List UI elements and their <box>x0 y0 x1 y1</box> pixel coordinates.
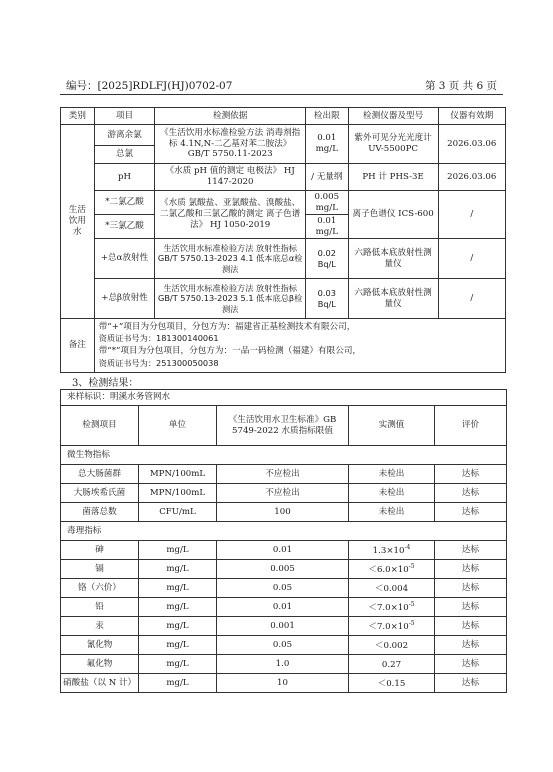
value-exponent: -4 <box>404 543 411 551</box>
measured-value-cell <box>349 674 435 693</box>
limit-cell: 0.005 mg/L <box>305 191 348 215</box>
evaluation-cell: 达标 <box>435 655 507 674</box>
limit-cell: 不应检出 <box>217 465 349 484</box>
value-base: 0.27 <box>381 659 402 670</box>
remark-line: 资质证书号为：181300140061 <box>98 333 219 344</box>
table-row <box>61 579 507 598</box>
validity-cell: / <box>438 239 505 279</box>
measured-value-cell: 未检出 <box>349 503 435 522</box>
measured-value-cell <box>349 598 435 617</box>
table-row <box>61 125 506 146</box>
value-base: ＜0.002 <box>374 640 409 651</box>
instrument-cell: 六路低本底放射性测量仪 <box>348 239 438 279</box>
section-title: 3、检测结果： <box>72 378 139 389</box>
basis-cell: 生活饮用水标准检验方法 放射性指标 GB/T 5750.13-2023 5.1 低本底总β检测法 <box>155 279 306 319</box>
validity-cell: 2026.03.06 <box>438 164 505 191</box>
limit-cell: 不应检出 <box>217 484 349 503</box>
limit-cell: 100 <box>217 503 349 522</box>
col-measured-value: 实测值 <box>349 406 435 446</box>
unit-cell: mg/L <box>139 541 217 560</box>
remark-line: 资质证书号为：251300050038 <box>98 357 219 368</box>
item-cell: 游离余氯 <box>94 125 155 146</box>
measured-value-cell <box>349 579 435 598</box>
col-instrument: 检测仪器及型号 <box>348 108 438 125</box>
limit-cell: 0.05 <box>217 579 349 598</box>
col-evaluation: 评价 <box>435 406 507 446</box>
value-exponent: -5 <box>408 619 415 627</box>
limit-cell: / 无量纲 <box>305 164 348 191</box>
item-cell: +总β放射性 <box>94 279 155 319</box>
limit-cell: 0.02 Bq/L <box>305 239 348 279</box>
table-row <box>61 617 507 636</box>
item-cell: +总α放射性 <box>94 239 155 279</box>
results-table <box>60 389 507 693</box>
table-row <box>61 191 506 215</box>
table-row <box>61 164 506 191</box>
basis-cell: 《水质 pH 值的测定 电极法》 HJ 1147-2020 <box>155 164 306 191</box>
measured-value-cell: 未检出 <box>349 484 435 503</box>
instrument-cell: 紫外可见分光光度计 UV-5500PC <box>348 125 438 164</box>
evaluation-cell: 达标 <box>435 636 507 655</box>
evaluation-cell: 达标 <box>435 484 507 503</box>
measured-value-cell <box>349 560 435 579</box>
table-row <box>61 239 506 279</box>
validity-cell: / <box>438 191 505 239</box>
unit-cell: mg/L <box>139 636 217 655</box>
test-item-cell: 镉 <box>61 560 139 579</box>
test-item-cell: 砷 <box>61 541 139 560</box>
table-row <box>61 484 507 503</box>
value-exponent: -5 <box>408 562 415 570</box>
limit-cell: 0.01 mg/L <box>305 215 348 239</box>
unit-cell: MPN/100mL <box>139 465 217 484</box>
test-item-cell: 氟化物 <box>61 655 139 674</box>
item-cell: *三氯乙酸 <box>94 215 155 239</box>
test-item-cell: 氰化物 <box>61 636 139 655</box>
instrument-cell: 离子色谱仪 ICS-600 <box>348 191 438 239</box>
unit-cell: mg/L <box>139 674 217 693</box>
document-number: 编号：[2025]RDLFJ(HJ)0702-07 <box>66 80 233 92</box>
col-standard-limit: 《生活饮用水卫生标准》GB 5749-2022 水质指标限值 <box>217 406 349 446</box>
value-base: ＜7.0×10 <box>368 602 409 613</box>
validity-cell: 2026.03.06 <box>438 125 505 164</box>
remarks-label: 备注 <box>61 319 95 373</box>
unit-cell: mg/L <box>139 598 217 617</box>
category-cell: 生活饮用水 <box>61 125 95 319</box>
limit-cell: 0.01 mg/L <box>305 125 348 164</box>
evaluation-cell: 达标 <box>435 465 507 484</box>
evaluation-cell: 达标 <box>435 598 507 617</box>
table-row <box>61 560 507 579</box>
validity-cell: / <box>438 279 505 319</box>
page-header <box>60 76 503 95</box>
unit-cell: mg/L <box>139 617 217 636</box>
evaluation-cell: 达标 <box>435 674 507 693</box>
unit-cell: CFU/mL <box>139 503 217 522</box>
col-item: 项目 <box>94 108 155 125</box>
col-limit: 检出限 <box>305 108 348 125</box>
value-base: ＜7.0×10 <box>368 621 409 632</box>
evaluation-cell: 达标 <box>435 617 507 636</box>
item-cell: 总氯 <box>94 146 155 164</box>
unit-cell: mg/L <box>139 655 217 674</box>
remarks-text <box>94 319 505 373</box>
evaluation-cell: 达标 <box>435 560 507 579</box>
limit-cell: 10 <box>217 674 349 693</box>
evaluation-cell: 达标 <box>435 541 507 560</box>
evaluation-cell: 达标 <box>435 503 507 522</box>
test-item-cell: 硝酸盐（以 N 计） <box>61 674 139 693</box>
measured-value-cell <box>349 617 435 636</box>
remarks-row <box>61 319 506 373</box>
limit-cell: 1.0 <box>217 655 349 674</box>
measured-value-cell <box>349 541 435 560</box>
test-item-cell: 汞 <box>61 617 139 636</box>
measured-value-cell <box>349 655 435 674</box>
value-base: 1.3×10 <box>372 545 405 556</box>
instrument-cell: PH 计 PHS-3E <box>348 164 438 191</box>
methods-header-row <box>61 108 506 125</box>
col-category: 类别 <box>61 108 95 125</box>
test-item-cell: 大肠埃希氏菌 <box>61 484 139 503</box>
value-base: ＜6.0×10 <box>368 564 409 575</box>
col-unit: 单位 <box>139 406 217 446</box>
unit-cell: mg/L <box>139 560 217 579</box>
item-cell: pH <box>94 164 155 191</box>
page-number: 第 3 页 共 6 页 <box>424 80 497 92</box>
basis-cell: 《生活饮用水标准检验方法 消毒剂指标 4.1N,N-二乙基对苯二胺法》 GB/T 5750.11-2023 <box>155 125 306 164</box>
limit-cell: 0.01 <box>217 541 349 560</box>
measured-value-cell <box>349 636 435 655</box>
evaluation-cell: 达标 <box>435 579 507 598</box>
unit-cell: MPN/100mL <box>139 484 217 503</box>
test-item-cell: 菌落总数 <box>61 503 139 522</box>
col-basis: 检测依据 <box>155 108 306 125</box>
table-row <box>61 655 507 674</box>
basis-cell: 生活饮用水标准检验方法 放射性指标 GB/T 5750.13-2023 4.1 低本底总α检测法 <box>155 239 306 279</box>
group-toxicology: 毒理指标 <box>61 522 507 541</box>
value-base: ＜0.004 <box>374 583 409 594</box>
col-validity: 仪器有效期 <box>438 108 505 125</box>
sample-label: 来样标识：明溪水务管网水 <box>61 390 507 406</box>
group-microbiology: 微生物指标 <box>61 446 507 465</box>
limit-cell: 0.001 <box>217 617 349 636</box>
instrument-cell: 六路低本底放射性测量仪 <box>348 279 438 319</box>
table-row <box>61 279 506 319</box>
methods-table <box>60 107 506 373</box>
table-row <box>61 465 507 484</box>
value-exponent: -5 <box>408 600 415 608</box>
table-row <box>61 503 507 522</box>
limit-cell: 0.03 Bq/L <box>305 279 348 319</box>
item-cell: *二氯乙酸 <box>94 191 155 215</box>
limit-cell: 0.05 <box>217 636 349 655</box>
measured-value-cell: 未检出 <box>349 465 435 484</box>
test-item-cell: 总大肠菌群 <box>61 465 139 484</box>
table-row <box>61 598 507 617</box>
limit-cell: 0.005 <box>217 560 349 579</box>
remark-line: 带“+”项目为分包项目，分包方为：福建省正基检测技术有限公司， <box>98 322 356 332</box>
test-item-cell: 铅 <box>61 598 139 617</box>
remark-line: 带“*”项目为分包项目，分包方为：一品一码检测（福建）有限公司， <box>98 346 362 357</box>
value-base: ＜0.15 <box>377 678 406 689</box>
results-header-row <box>61 406 507 446</box>
limit-cell: 0.01 <box>217 598 349 617</box>
col-test-item: 检测项目 <box>61 406 139 446</box>
table-row <box>61 636 507 655</box>
table-row <box>61 674 507 693</box>
table-row <box>61 541 507 560</box>
unit-cell: mg/L <box>139 579 217 598</box>
test-item-cell: 铬（六价） <box>61 579 139 598</box>
basis-cell: 《水质 氯酸盐、亚氯酸盐、溴酸盐、二氯乙酸和三氯乙酸的测定 离子色谱法》 HJ 1050-2019 <box>155 191 306 239</box>
